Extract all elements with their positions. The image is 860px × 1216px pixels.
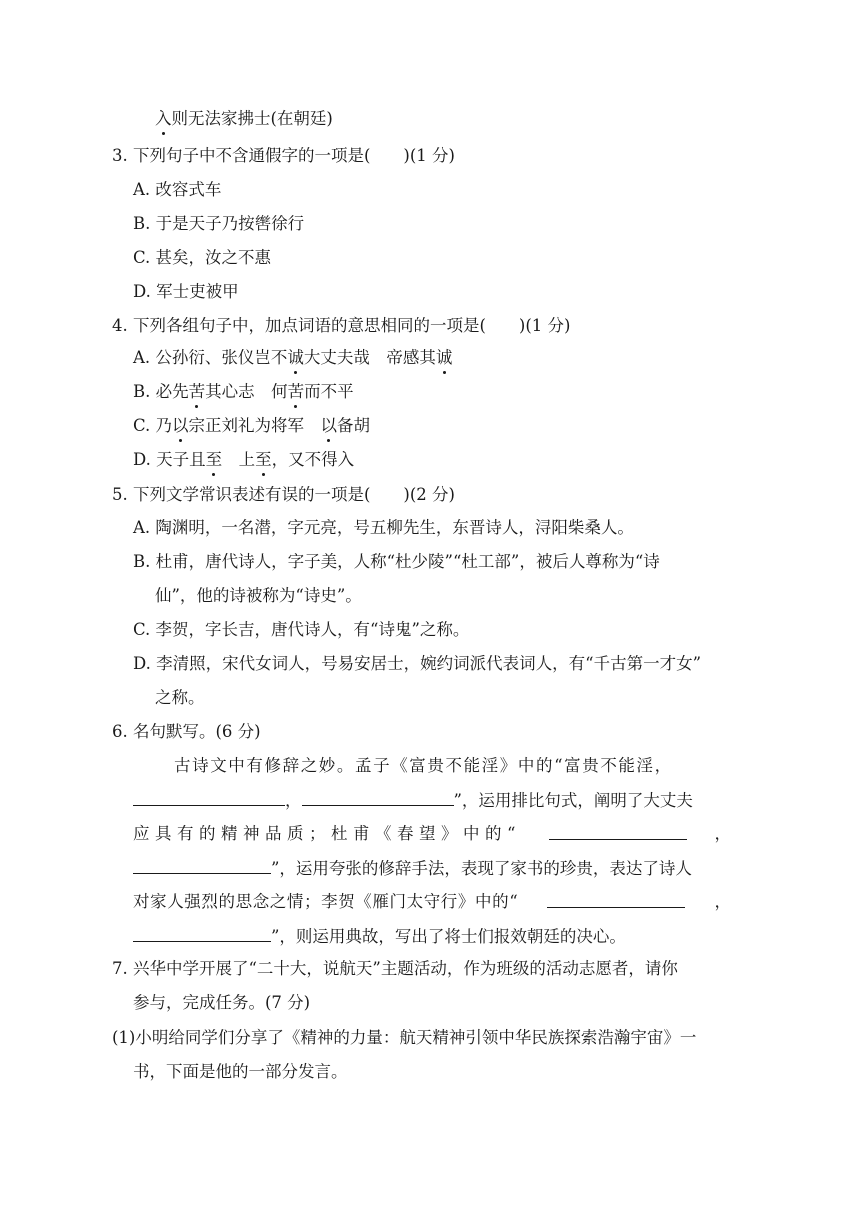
q6-line-3	[133, 822, 731, 847]
q6-line-1: 古诗文中有修辞之妙。孟子《富贵不能淫》中的“富贵不能淫，	[174, 756, 673, 775]
q5-option-b-cont: 仙”，他的诗被称为“诗史”。	[155, 586, 362, 605]
q7-sub1-cont: 书，下面是他的一部分发言。	[133, 1062, 348, 1081]
text: ，	[714, 824, 731, 843]
q7-sub1: (1)小明给同学们分享了《精神的力量：航天精神引领中华民族探索浩瀚宇宙》一	[112, 1028, 697, 1047]
q3-option-c: C. 甚矣，汝之不惠	[133, 248, 272, 267]
text: A. 公孙衍、张仪岂不	[133, 348, 288, 367]
text: ”，运用排比句式，阐明了大丈夫	[453, 791, 693, 810]
dotted-char: 至	[255, 448, 272, 472]
text: 其心志 何	[205, 382, 288, 401]
q4-stem: 4. 下列各组句子中，加点词语的意思相同的一项是( )(1 分)	[112, 316, 571, 335]
text: ，	[714, 892, 731, 911]
text: ，	[285, 791, 302, 810]
dotted-char: 入	[155, 107, 172, 131]
blank-1[interactable]	[133, 788, 285, 806]
text: 宗正刘礼为将军	[188, 416, 321, 435]
blank-5[interactable]	[547, 890, 685, 908]
text: ，又不得入	[271, 450, 355, 469]
dotted-char: 诚	[436, 346, 453, 370]
dotted-char: 以	[172, 414, 189, 438]
q6-line-6	[133, 924, 626, 949]
q4-option-d	[133, 448, 354, 472]
q6-stem: 6. 名句默写。(6 分)	[112, 722, 261, 741]
top-line-rest: 则无法家拂士(在朝廷)	[171, 109, 333, 128]
text: 备胡	[337, 416, 371, 435]
text: 而不平	[304, 382, 354, 401]
text: ”，则运用典故，写出了将士们报效朝廷的决心。	[271, 927, 626, 946]
q7-stem-cont: 参与，完成任务。(7 分)	[133, 993, 311, 1012]
q5-option-d: D. 李清照，宋代女词人，号易安居士，婉约词派代表词人，有“千古第一才女”	[133, 654, 702, 673]
text: D. 天子且	[133, 450, 206, 469]
dotted-char: 诚	[287, 346, 304, 370]
q6-line-4	[133, 856, 692, 881]
q5-option-a: A. 陶渊明，一名潜，字元亮，号五柳先生，东晋诗人，浔阳柴桑人。	[133, 518, 634, 537]
q4-option-c	[133, 414, 370, 438]
text: 大丈夫哉 帝感其	[303, 348, 436, 367]
q3-option-b: B. 于是天子乃按辔徐行	[133, 214, 305, 233]
q3-stem: 3. 下列句子中不含通假字的一项是( )(1 分)	[112, 146, 455, 165]
text: ”，运用夸张的修辞手法，表现了家书的珍贵，表达了诗人	[271, 859, 692, 878]
q5-option-b: B. 杜甫，唐代诗人，字子美，人称“杜少陵”“杜工部”，被后人尊称为“诗	[133, 552, 660, 571]
q3-option-a: A. 改容式车	[133, 180, 222, 199]
blank-6[interactable]	[133, 924, 271, 942]
dotted-char: 苦	[288, 380, 305, 404]
dotted-char: 至	[206, 448, 223, 472]
text: 上	[222, 450, 256, 469]
dotted-char: 苦	[189, 380, 206, 404]
text: B. 必先	[133, 382, 189, 401]
q5-stem: 5. 下列文学常识表述有误的一项是( )(2 分)	[112, 485, 455, 504]
q6-line-5	[133, 890, 731, 915]
top-line	[155, 107, 333, 131]
text: 对家人强烈的思念之情；李贺《雁门太守行》中的“	[133, 892, 519, 911]
text: 应具有的精神品质；杜甫《春望》中的“	[133, 824, 521, 843]
q5-option-d-cont: 之称。	[155, 688, 205, 707]
text: C. 乃	[133, 416, 173, 435]
q4-option-b	[133, 380, 354, 404]
q3-option-d: D. 军士吏被甲	[133, 282, 239, 301]
q7-stem: 7. 兴华中学开展了“二十大，说航天”主题活动，作为班级的活动志愿者，请你	[112, 959, 678, 978]
blank-4[interactable]	[133, 856, 271, 874]
q5-option-c: C. 李贺，字长吉，唐代诗人，有“诗鬼”之称。	[133, 620, 470, 639]
blank-2[interactable]	[302, 788, 454, 806]
blank-3[interactable]	[549, 822, 687, 840]
q6-line-2	[133, 788, 693, 813]
q4-option-a	[133, 346, 452, 370]
dotted-char: 以	[321, 414, 338, 438]
